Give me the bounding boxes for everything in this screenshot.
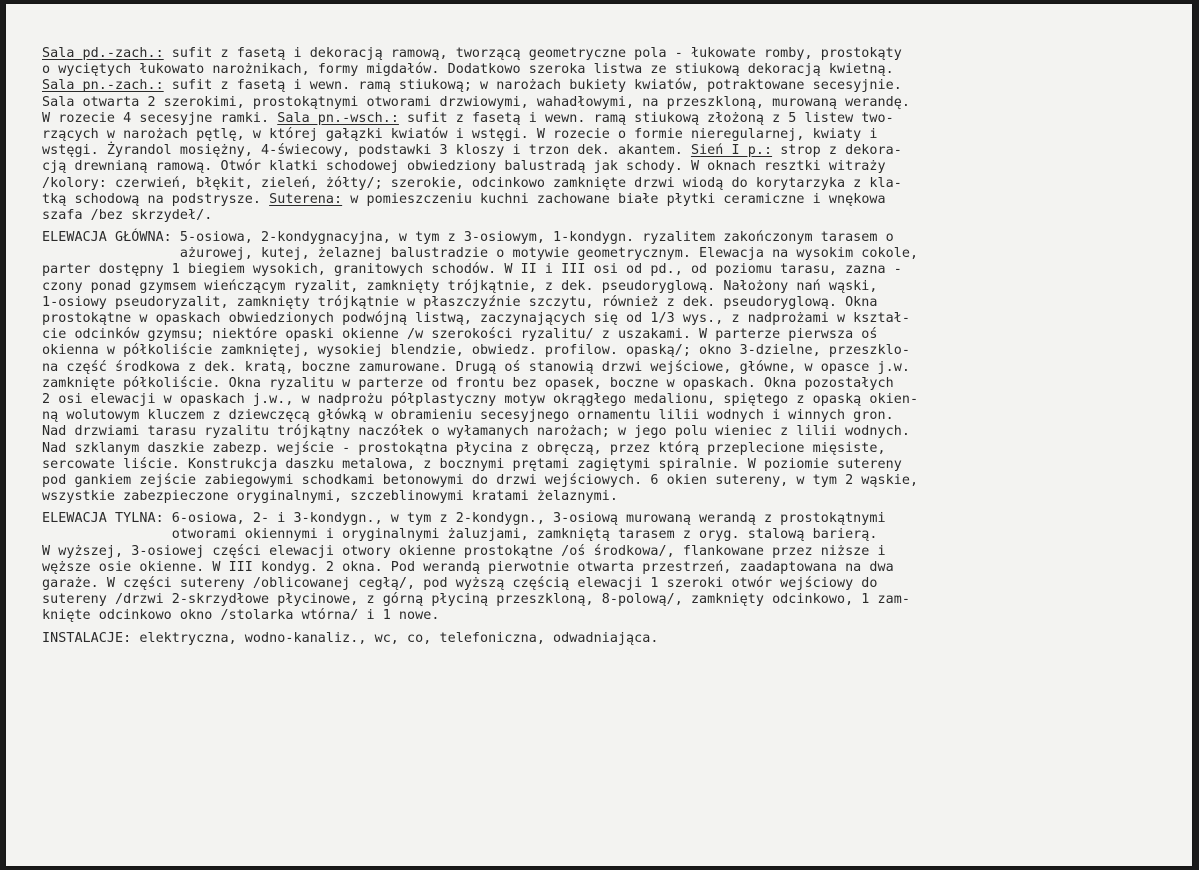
text-line — [42, 327, 1182, 343]
text-segment: INSTALACJE: elektryczna, wodno-kanaliz., wc, co, telefoniczna, odwadniająca. — [42, 630, 659, 646]
text-line — [42, 208, 1182, 224]
text-line — [42, 560, 1182, 576]
text-segment: sufit z fasetą i wewn. ramą stiukową złożoną z 5 listew two- — [398, 110, 894, 126]
text-segment: knięte odcinkowo okno /stolarka wtórna/ i 1 nowe. — [42, 608, 440, 624]
text-line — [42, 631, 1182, 647]
text-segment: czony ponad gzymsem wieńczącym ryzalit, zamknięty trójkątnie, z dek. pseudoryglową. Nałożony nań wąski, — [42, 278, 878, 294]
document-page — [6, 4, 1192, 866]
text-segment: zamknięte półkoliście. Okna ryzalitu w parterze od frontu bez opasek, boczne w opaskach. Okna pozostałych — [42, 375, 894, 391]
text-line — [42, 230, 1182, 246]
section-heading: Sala pd.-zach.: — [42, 46, 164, 61]
text-line — [42, 576, 1182, 592]
text-line — [42, 311, 1182, 327]
text-segment: W wyższej, 3-osiowej części elewacji otwory okienne prostokątne /oś środkowa/, flankowane przez niższe i — [42, 543, 886, 559]
text-segment: pod gankiem zejście zabiegowymi schodkami betonowymi do drzwi wejściowych. 6 okien sutereny, w tym 2 wąskie, — [42, 472, 919, 488]
text-line — [42, 95, 1182, 111]
text-segment: Nad szklanym daszkie zabezp. wejście - prostokątna płycina z obręczą, przez którą przeplecione mięsiste, — [42, 440, 886, 456]
text-line — [42, 159, 1182, 175]
text-segment: W rozecie 4 secesyjne ramki. — [42, 110, 278, 126]
text-line — [42, 111, 1182, 127]
document-body — [42, 46, 1182, 647]
text-segment: o wyciętych łukowato narożnikach, formy migdałów. Dodatkowo szeroka listwa ze stiukową dekoracją kwietną. — [42, 62, 894, 78]
text-segment: 2 osi elewacji w opaskach j.w., w nadprożu półplastyczny motyw okrągłego medalionu, spiętego z opaską okien- — [42, 391, 919, 407]
text-line — [42, 544, 1182, 560]
text-line — [42, 343, 1182, 359]
text-segment: węższe osie okienne. W III kondyg. 2 okna. Pod werandą pierwotnie otwarta przestrzeń, zaadaptowana na dwa — [42, 559, 894, 575]
text-line — [42, 262, 1182, 278]
text-line — [42, 457, 1182, 473]
text-segment: sufit z fasetą i dekoracją ramową, tworzącą geometryczne pola - łukowate romby, prostokąty — [163, 46, 902, 61]
text-line — [42, 511, 1182, 527]
text-line — [42, 392, 1182, 408]
section-heading: Suterena: — [269, 191, 343, 207]
section-heading: Sala pn.-wsch.: — [277, 110, 399, 126]
text-segment: prostokątne w opaskach obwiedzionych podwójną listwą, zaczynających się od 1/3 wys., z nadprożami w kształ- — [42, 311, 910, 326]
text-segment: parter dostępny 1 biegiem wysokich, granitowych schodów. W II i III osi od pd., od poziomu tarasu, zazna - — [42, 262, 902, 278]
text-segment: ELEWACJA TYLNA: 6-osiowa, 2- i 3-kondygn., w tym z 2-kondygn., 3-osiową murowaną werandą z prostokątnymi — [42, 511, 886, 527]
text-segment: Nad drzwiami tarasu ryzalitu trójkątny naczółek o wyłamanych narożach; w jego polu wieniec z lilii wodnych. — [42, 424, 910, 440]
text-segment: szafa /bez skrzydeł/. — [42, 207, 213, 223]
text-line — [42, 143, 1182, 159]
text-line — [42, 62, 1182, 78]
text-segment: otworami okiennymi i oryginalnymi żaluzjami, zamkniętą tarasem z oryg. stalową barierą. — [42, 527, 878, 543]
text-segment: tką schodową na podstrysze. — [42, 191, 270, 207]
text-line — [42, 489, 1182, 505]
text-segment: garaże. W części sutereny /oblicowanej cegłą/, pod wyższą częścią elewacji 1 szeroki otwór wejściowy do — [42, 576, 878, 591]
text-segment: cją drewnianą ramową. Otwór klatki schodowej obwiedziony balustradą jak schody. W oknach resztki witraży — [42, 159, 886, 175]
text-line — [42, 176, 1182, 192]
text-segment: /kolory: czerwień, błękit, zieleń, żółty/; szerokie, odcinkowo zamknięte drzwi wiodą do korytarzyka z kla- — [42, 175, 902, 191]
text-line — [42, 608, 1182, 624]
text-line — [42, 424, 1182, 440]
text-line — [42, 473, 1182, 489]
text-line — [42, 295, 1182, 311]
text-segment: wstęgi. Żyrandol mosiężny, 4-świecowy, podstawki 3 kloszy i trzon dek. akantem. — [42, 143, 691, 159]
text-segment: sercowate liście. Konstrukcja daszku metalowa, z bocznymi prętami zagiętymi spiralnie. W poziomie sutereny — [42, 456, 902, 472]
text-segment: strop z dekora- — [772, 143, 902, 159]
text-line — [42, 408, 1182, 424]
text-segment: rzących w narożach pętlę, w której gałązki kwiatów i wstęgi. W rozecie o formie nieregularnej, kwiaty i — [42, 126, 878, 142]
section-heading: Sień I p.: — [690, 143, 773, 159]
text-segment: cie odcinków gzymsu; niektóre opaski okienne /w szerokości ryzalitu/ z uszakami. W parterze pierwsza oś — [42, 327, 878, 343]
text-segment: ną wolutowym kluczem z dziewczęcą główką w obramieniu secesyjnego ornamentu lilii wodnych i winnych gron. — [42, 408, 894, 424]
text-line — [42, 527, 1182, 543]
text-segment: ażurowej, kutej, żelaznej balustradzie o motywie geometrycznym. Elewacja na wysokim cokole, — [42, 246, 919, 262]
text-line — [42, 192, 1182, 208]
text-line — [42, 441, 1182, 457]
text-line — [42, 246, 1182, 262]
text-line — [42, 376, 1182, 392]
text-segment: wszystkie zabezpieczone oryginalnymi, szczeblinowymi kratami żelaznymi. — [42, 489, 618, 505]
text-segment: ELEWACJA GŁÓWNA: 5-osiowa, 2-kondygnacyjna, w tym z 3-osiowym, 1-kondygn. ryzalitem zakończonym tarasem o — [42, 230, 894, 246]
text-line — [42, 46, 1182, 62]
text-segment: w pomieszczeniu kuchni zachowane białe płytki ceramiczne i wnękowa — [342, 191, 886, 207]
text-segment: okienna w półkoliście zamkniętej, wysokiej blendzie, obwiedz. profilow. opaską/; okno 3-dzielne, przeszklo- — [42, 343, 910, 359]
text-line — [42, 78, 1182, 94]
text-line — [42, 360, 1182, 376]
text-segment: na część środkowa z dek. kratą, boczne zamurowane. Drugą oś stanowią drzwi wejściowe, główne, w opasce j.w. — [42, 359, 910, 375]
text-line — [42, 279, 1182, 295]
text-line — [42, 592, 1182, 608]
text-segment: 1-osiowy pseudoryzalit, zamknięty trójkątnie w płaszczyźnie szczytu, również z dek. pseudoryglową. Okna — [42, 294, 878, 310]
text-segment: sufit z fasetą i wewn. ramą stiukową; w narożach bukiety kwiatów, potraktowane secesyjnie. — [163, 78, 902, 94]
section-heading: Sala pn.-zach.: — [42, 78, 164, 94]
text-segment: Sala otwarta 2 szerokimi, prostokątnymi otworami drzwiowymi, wahadłowymi, na przeszkloną, murowaną werandę. — [42, 94, 910, 110]
text-segment: sutereny /drzwi 2-skrzydłowe płycinowe, z górną płyciną przeszkloną, 8-polową/, zamknięty odcinkowo, 1 zam- — [42, 592, 910, 608]
text-line — [42, 127, 1182, 143]
